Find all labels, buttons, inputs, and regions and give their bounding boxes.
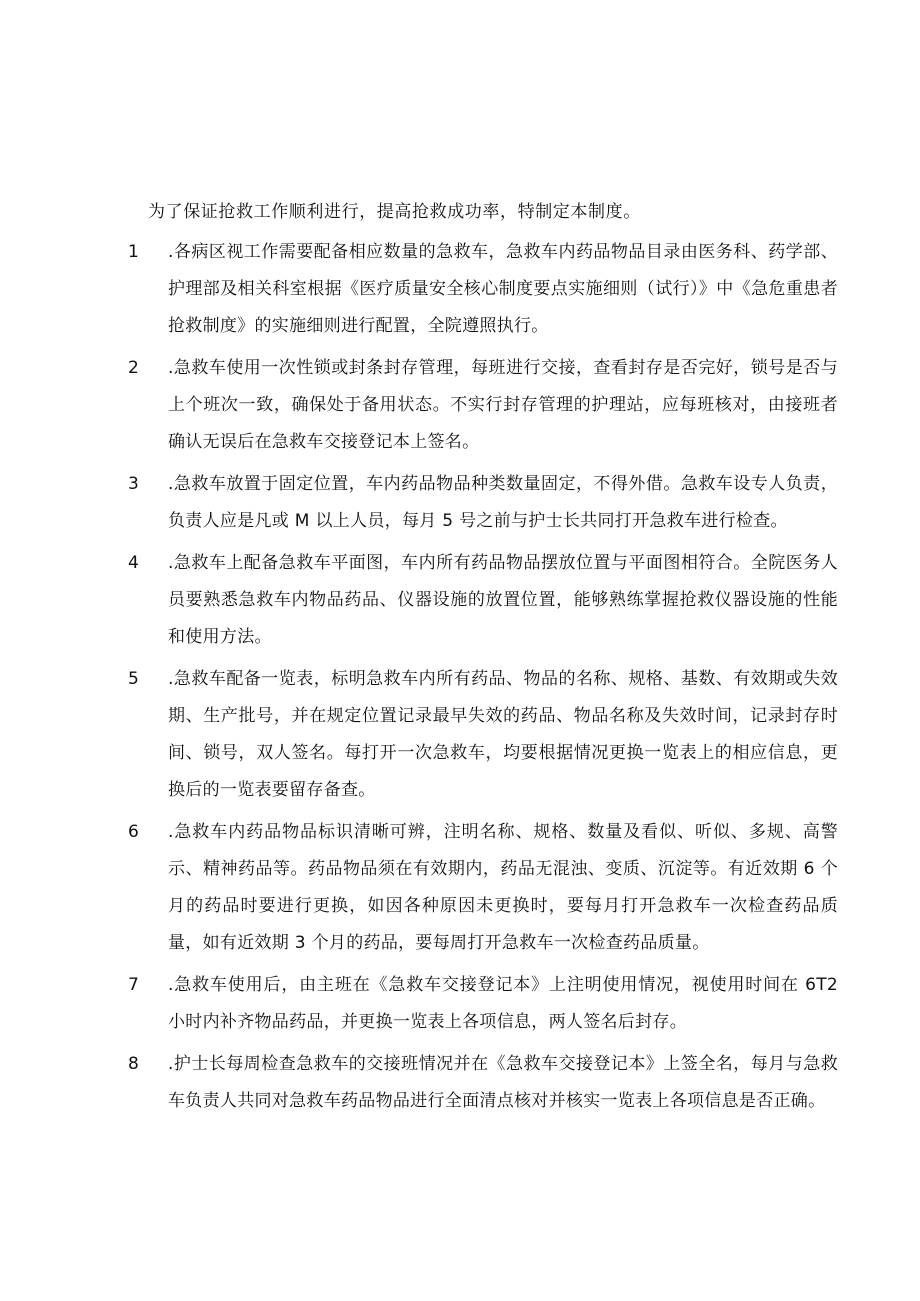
rule-item xyxy=(128,814,838,962)
rule-number: 7 xyxy=(128,975,141,995)
rule-item xyxy=(128,545,838,656)
rule-list xyxy=(128,234,838,1125)
rule-item xyxy=(128,967,838,1041)
rule-text: .急救车内药品物品标识清晰可辨，注明名称、规格、数量及看似、听似、多规、高警示、精神药品等。药品物品须在有效期内，药品无混浊、变质、沉淀等。有近效期 6 个月的药品时要进行更换，如因各种原因未更换时，要每月打开急救车一次检查药品质量，如有近效期 3 个月的药品，要每周打开急救车一次检查药品质量。 xyxy=(168,822,838,953)
rule-item xyxy=(128,350,838,461)
rule-number: 3 xyxy=(128,474,141,494)
rule-text: .急救车配备一览表，标明急救车内所有药品、物品的名称、规格、基数、有效期或失效期、生产批号，并在规定位置记录最早失效的药品、物品名称及失效时间，记录封存时间、锁号，双人签名。每打开一次急救车，均要根据情况更换一览表上的相应信息，更换后的一览表要留存备查。 xyxy=(168,669,838,800)
rule-number: 4 xyxy=(128,553,141,573)
rule-item xyxy=(128,661,838,809)
rule-number: 8 xyxy=(128,1054,141,1074)
rule-text: .急救车放置于固定位置，车内药品物品种类数量固定，不得外借。急救车设专人负责，负责人应是凡或 M 以上人员，每月 5 号之前与护士长共同打开急救车进行检查。 xyxy=(168,474,838,531)
rule-item xyxy=(128,234,838,345)
rule-text: .护士长每周检查急救车的交接班情况并在《急救车交接登记本》上签全名，每月与急救车负责人共同对急救车药品物品进行全面清点核对并核实一览表上各项信息是否正确。 xyxy=(168,1054,838,1111)
rule-item xyxy=(128,1046,838,1120)
rule-text: .各病区视工作需要配备相应数量的急救车，急救车内药品物品目录由医务科、药学部、护理部及相关科室根据《医疗质量安全核心制度要点实施细则（试行）》中《急危重患者抢救制度》的实施细则进行配置，全院遵照执行。 xyxy=(168,242,838,336)
rule-number: 1 xyxy=(128,242,141,262)
intro-paragraph: 为了保证抢救工作顺利进行，提高抢救成功率，特制定本制度。 xyxy=(148,202,641,222)
rule-number: 2 xyxy=(128,358,141,378)
rule-text: .急救车使用后，由主班在《急救车交接登记本》上注明使用情况，视使用时间在 6T2 小时内补齐物品药品，并更换一览表上各项信息，两人签名后封存。 xyxy=(168,975,838,1032)
rule-number: 6 xyxy=(128,822,141,842)
rule-text: .急救车使用一次性锁或封条封存管理，每班进行交接，查看封存是否完好，锁号是否与上个班次一致，确保处于备用状态。不实行封存管理的护理站，应每班核对，由接班者确认无误后在急救车交接登记本上签名。 xyxy=(168,358,838,452)
rule-number: 5 xyxy=(128,669,141,689)
rule-text: .急救车上配备急救车平面图，车内所有药品物品摆放位置与平面图相符合。全院医务人员要熟悉急救车内物品药品、仪器设施的放置位置，能够熟练掌握抢救仪器设施的性能和使用方法。 xyxy=(168,553,838,647)
rule-item xyxy=(128,466,838,540)
